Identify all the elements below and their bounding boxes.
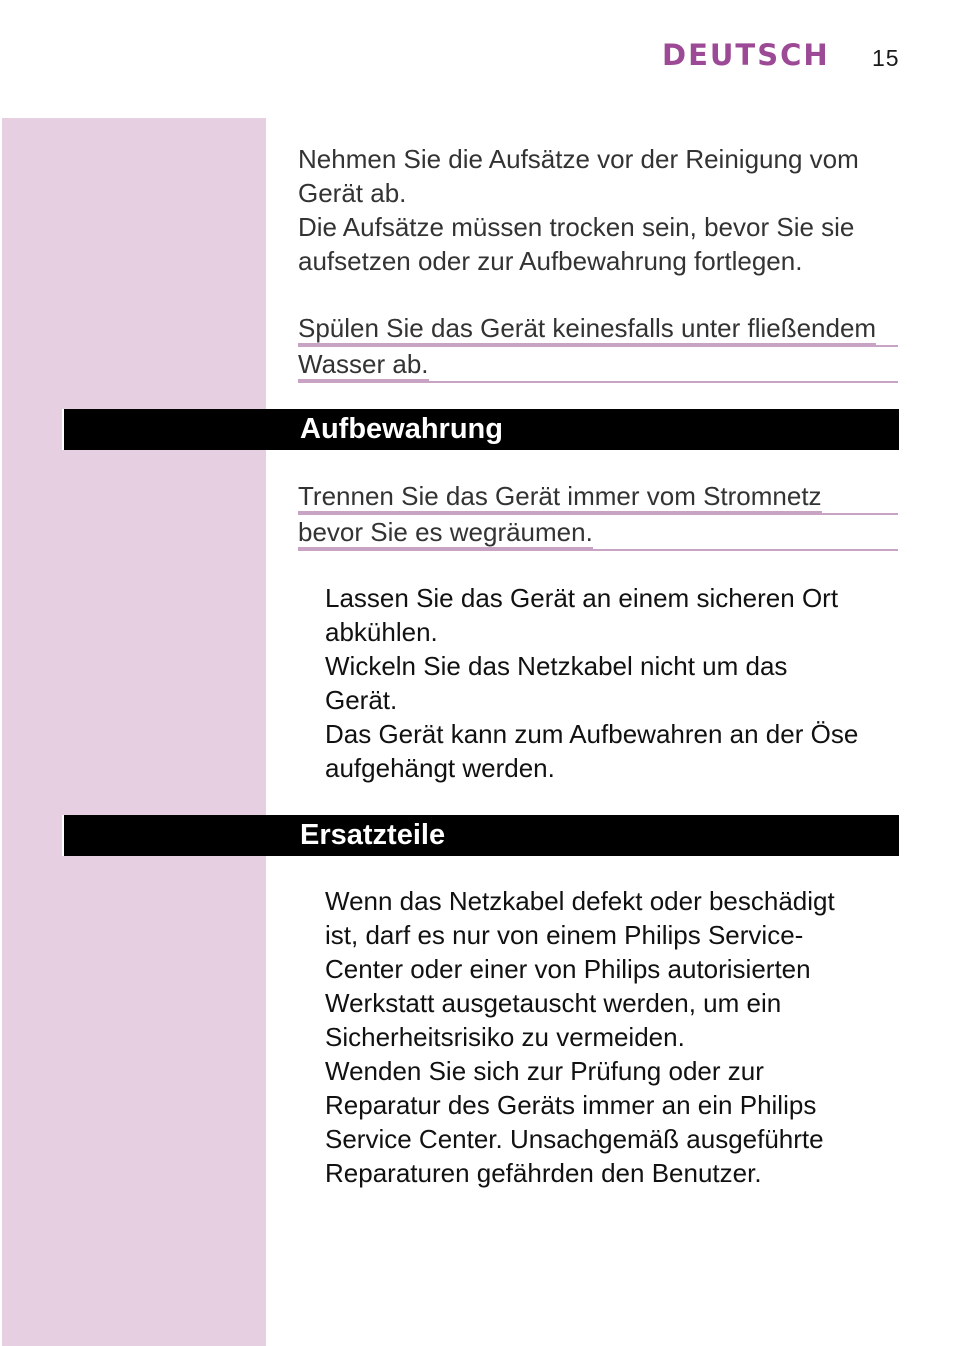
- page-number: 15: [872, 45, 900, 71]
- section-heading-bar: [62, 409, 899, 450]
- warning-line: bevor Sie es wegräumen.: [298, 517, 593, 547]
- cleaning-warning: [298, 311, 898, 383]
- parts-instructions: [325, 884, 925, 1190]
- text-line: Werkstatt ausgetauscht werden, um ein: [325, 988, 782, 1018]
- warning-line: Spülen Sie das Gerät keinesfalls unter fließendem: [298, 313, 877, 343]
- text-line: aufsetzen oder zur Aufbewahrung fortlegen.: [298, 246, 803, 276]
- cleaning-paragraph: [298, 142, 898, 278]
- text-line: ist, darf es nur von einem Philips Service-: [325, 920, 804, 950]
- text-line: Nehmen Sie die Aufsätze vor der Reinigung vom: [298, 144, 859, 174]
- text-line: Gerät.: [325, 685, 398, 715]
- storage-warning: [298, 479, 898, 551]
- warning-line: Trennen Sie das Gerät immer vom Stromnetz: [298, 481, 822, 511]
- language-label: DEUTSCH: [662, 38, 830, 72]
- section-heading-bar: [62, 815, 899, 856]
- warning-line: Wasser ab.: [298, 349, 429, 379]
- text-line: Wenden Sie sich zur Prüfung oder zur: [325, 1056, 764, 1086]
- text-line: Reparatur des Geräts immer an ein Philips: [325, 1090, 817, 1120]
- text-line: Center oder einer von Philips autorisierten: [325, 954, 811, 984]
- text-line: aufgehängt werden.: [325, 753, 555, 783]
- text-line: Sicherheitsrisiko zu vermeiden.: [325, 1022, 685, 1052]
- text-line: abkühlen.: [325, 617, 438, 647]
- text-line: Service Center. Unsachgemäß ausgeführte: [325, 1124, 824, 1154]
- section-heading-parts: Ersatzteile: [300, 819, 446, 851]
- text-line: Die Aufsätze müssen trocken sein, bevor Sie sie: [298, 212, 855, 242]
- text-line: Das Gerät kann zum Aufbewahren an der Öse: [325, 719, 859, 749]
- storage-instructions: [325, 581, 925, 785]
- section-heading-storage: Aufbewahrung: [300, 413, 503, 445]
- text-line: Gerät ab.: [298, 178, 407, 208]
- text-line: Lassen Sie das Gerät an einem sicheren Ort: [325, 583, 839, 613]
- text-line: Wenn das Netzkabel defekt oder beschädigt: [325, 886, 835, 916]
- text-line: Wickeln Sie das Netzkabel nicht um das: [325, 651, 788, 681]
- text-line: Reparaturen gefährden den Benutzer.: [325, 1158, 762, 1188]
- left-margin-band: [2, 118, 266, 1346]
